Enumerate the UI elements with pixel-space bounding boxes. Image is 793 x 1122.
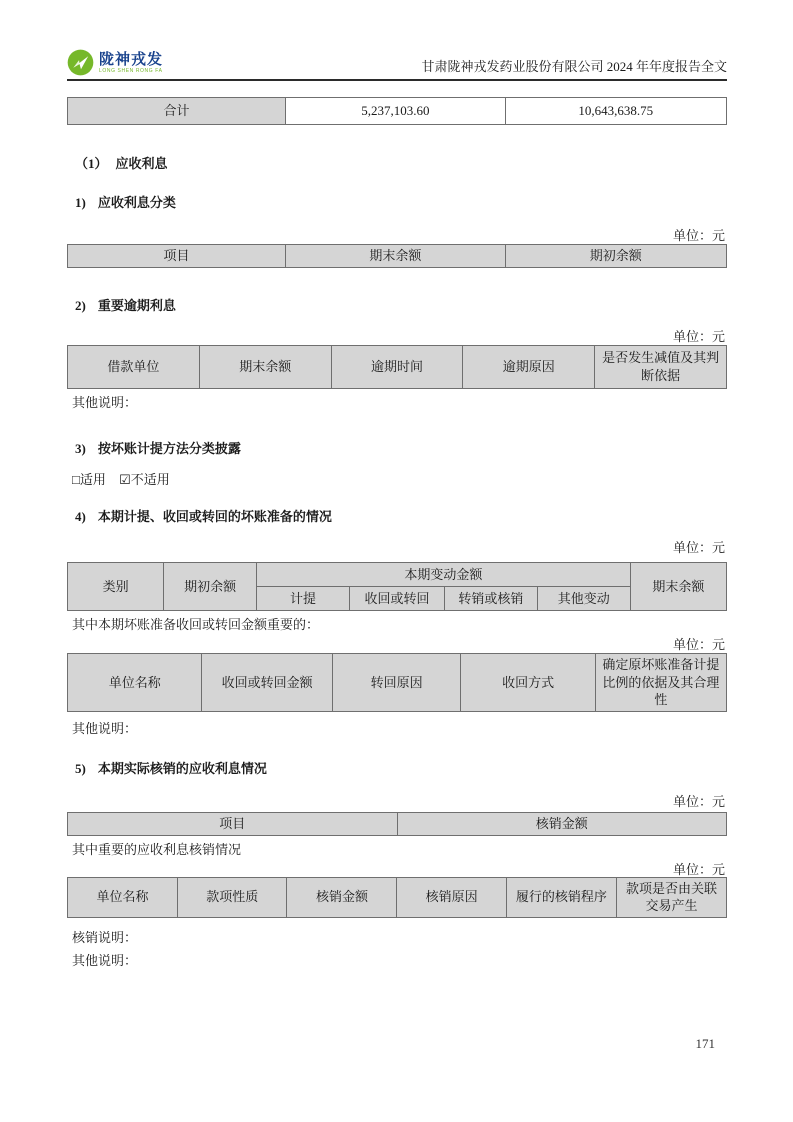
column-header-write-off-amount: 核销金额 [397, 812, 727, 835]
option-not-applicable [119, 472, 170, 487]
unit-label: 单位：元 [672, 793, 725, 809]
write-off-table [67, 812, 727, 836]
company-logo [67, 49, 163, 76]
column-header-recovered-amount: 收回或转回金额 [202, 654, 332, 712]
classification-table [67, 244, 727, 268]
option-applicable [72, 472, 106, 487]
option-not-applicable-label: 不适用 [130, 472, 170, 487]
column-header-written-off: 转销或核销 [444, 587, 537, 611]
subsection-title: 本期计提、收回或转回的坏账准备的情况 [97, 509, 332, 524]
unit-label: 单位：元 [672, 228, 725, 243]
recovery-detail-table [67, 653, 727, 712]
subsection-heading-bad-debt-method [67, 438, 727, 457]
summary-row-label: 合计 [68, 98, 286, 125]
document-header [67, 46, 727, 76]
important-write-off-note: 其中重要的应收利息核销情况 [72, 841, 242, 857]
summary-table [67, 97, 727, 125]
column-header-ending-balance: 期末余额 [630, 563, 726, 611]
company-logo-name: 陇神戎发 [99, 50, 164, 68]
applicability-options [67, 472, 727, 487]
subsection-number: 4) [75, 509, 86, 524]
table-row [68, 98, 727, 125]
bad-debt-provision-table [67, 562, 727, 611]
other-notes-label: 其他说明： [72, 952, 138, 968]
subsection-heading-bad-debt-provision [67, 506, 727, 525]
subsection-number: 2) [75, 298, 86, 313]
write-off-detail-table [67, 877, 727, 918]
summary-beginning-balance: 10,643,638.75 [505, 98, 726, 125]
unit-label: 单位：元 [672, 637, 725, 652]
column-header-recovery-method: 收回方式 [461, 654, 595, 712]
table-header-row [68, 877, 727, 917]
column-header-ending-balance: 期末余额 [286, 245, 505, 268]
table-header-row [68, 812, 727, 835]
other-notes-label: 其他说明： [72, 395, 138, 410]
column-header-ending-balance: 期末余额 [199, 346, 331, 389]
column-header-recovered-reversed: 收回或转回 [350, 587, 445, 611]
subsection-number: 3) [75, 441, 86, 456]
column-header-beginning-balance: 期初余额 [164, 563, 257, 611]
column-header-write-off-reason: 核销原因 [397, 877, 506, 917]
column-header-impairment-judgement: 是否发生减值及其判断依据 [595, 346, 727, 389]
column-header-item: 项目 [68, 245, 286, 268]
subsection-number: 5) [75, 760, 86, 776]
column-header-reversal-reason: 转回原因 [332, 654, 461, 712]
column-header-unit-name: 单位名称 [68, 877, 178, 917]
other-notes-label: 其他说明： [72, 720, 138, 736]
column-header-overdue-time: 逾期时间 [331, 346, 463, 389]
column-header-provision-basis: 确定原坏账准备计提比例的依据及其合理性 [595, 654, 726, 712]
subsection-heading-written-off-interest [67, 758, 727, 777]
subsection-heading-classification [67, 192, 727, 211]
subsection-heading-overdue-interest [67, 295, 727, 314]
column-header-item: 项目 [68, 812, 398, 835]
column-header-payment-nature: 款项性质 [178, 877, 287, 917]
checkbox-unchecked-icon: □ [72, 472, 80, 487]
checkbox-checked-icon: ☑ [119, 472, 131, 487]
table-header-row [68, 563, 727, 587]
overdue-interest-table [67, 345, 727, 389]
company-logo-subtitle: LONG SHEN RONG FA [99, 67, 163, 74]
column-header-borrower: 借款单位 [68, 346, 200, 389]
column-header-related-transaction: 款项是否由关联交易产生 [616, 877, 726, 917]
page-number: 171 [695, 1036, 715, 1051]
section-number: （1） [75, 156, 108, 171]
section-heading-interest-receivable [67, 153, 727, 172]
table-header-row [68, 654, 727, 712]
unit-label: 单位：元 [672, 540, 725, 555]
column-header-other-changes: 其他变动 [537, 587, 630, 611]
column-header-write-off-procedure: 履行的核销程序 [506, 877, 616, 917]
write-off-notes-label: 核销说明： [72, 929, 138, 945]
column-header-write-off-amount: 核销金额 [287, 877, 397, 917]
header-divider [67, 79, 727, 81]
summary-ending-balance: 5,237,103.60 [286, 98, 505, 125]
subsection-title: 应收利息分类 [97, 195, 176, 210]
company-logo-text [99, 52, 163, 74]
unit-label: 单位：元 [672, 861, 725, 877]
subsection-number: 1) [75, 195, 86, 210]
unit-label: 单位：元 [672, 329, 725, 344]
company-logo-icon [67, 49, 94, 76]
option-applicable-label: 适用 [79, 472, 106, 487]
subsection-title: 本期实际核销的应收利息情况 [97, 760, 267, 776]
column-header-overdue-reason: 逾期原因 [463, 346, 595, 389]
document-title: 甘肃陇神戎发药业股份有限公司 2024 年年度报告全文 [421, 59, 727, 74]
column-header-beginning-balance: 期初余额 [505, 245, 726, 268]
column-group-header-period-change: 本期变动金额 [257, 563, 631, 587]
table-header-row [68, 245, 727, 268]
section-title: 应收利息 [115, 156, 168, 171]
important-recovery-note: 其中本期坏账准备收回或转回金额重要的： [72, 617, 320, 632]
column-header-unit-name: 单位名称 [68, 654, 202, 712]
subsection-title: 按坏账计提方法分类披露 [97, 441, 241, 456]
subsection-title: 重要逾期利息 [97, 298, 176, 313]
column-header-category: 类别 [68, 563, 164, 611]
column-header-provision: 计提 [257, 587, 350, 611]
table-header-row [68, 346, 727, 389]
